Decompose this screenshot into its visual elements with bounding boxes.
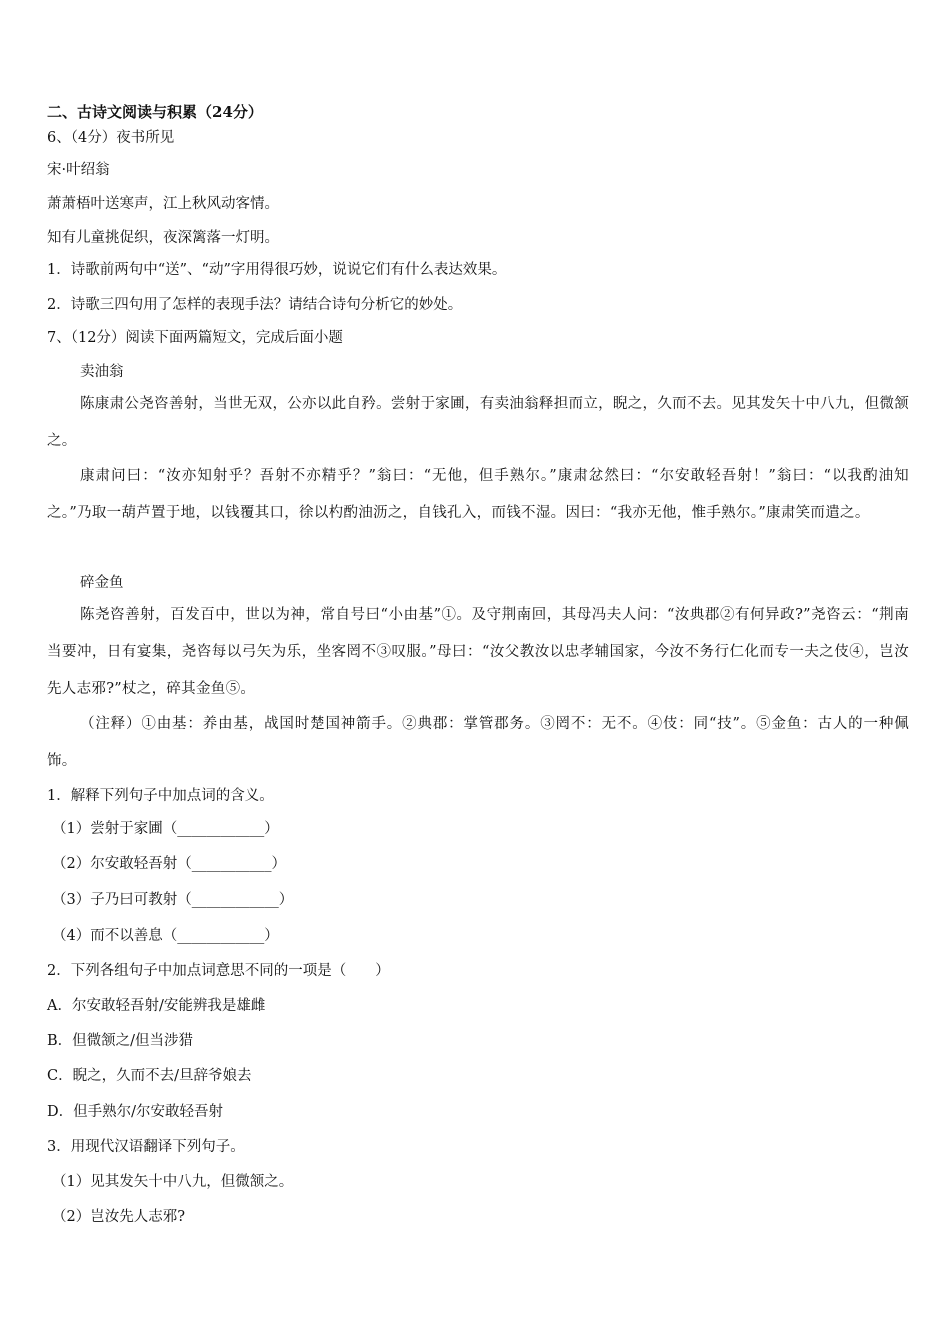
poem-author: 宋·叶绍翁	[47, 162, 110, 178]
question-6-sub-1: 1．诗歌前两句中“送”、“动”字用得很巧妙，说说它们有什么表达效果。	[47, 262, 507, 278]
option-d: D．但手熟尔/尔安敢轻吾射	[47, 1104, 224, 1120]
question-6-sub-2: 2．诗歌三四句用了怎样的表现手法？请结合诗句分析它的妙处。	[47, 297, 463, 313]
section-title: 二、古诗文阅读与积累（24分）	[47, 103, 263, 121]
sub-question-3-item: （1）见其发矢十中八九，但微颔之。	[52, 1174, 294, 1190]
sub-question-3: 3．用现代汉语翻译下列句子。	[47, 1139, 245, 1155]
question-6-header: 6、（4分）夜书所见	[47, 130, 175, 146]
sub-question-1-item: （3）子乃曰可教射（____________）	[52, 892, 294, 908]
passage-1-paragraph-2: 康肃问曰：“汝亦知射乎？吾射不亦精乎？”翁曰：“无他，但手熟尔。”康肃忿然曰：“尔安敢轻吾射！”翁曰：“以我酌油知之。”乃取一葫芦置于地，以钱覆其口，徐以杓酌油沥之，自钱孔入，而钱不湿。因曰：“我亦无他，惟手熟尔。”康肃笑而遣之。	[47, 468, 909, 521]
option-c: C．睨之，久而不去/旦辞爷娘去	[47, 1068, 252, 1084]
annotation-notes: （注释）①由基：养由基，战国时楚国神箭手。②典郡：掌管郡务。③罔不：无不。④伎：同“技”。⑤金鱼：古人的一种佩饰。	[47, 716, 909, 769]
sub-question-2: 2．下列各组句子中加点词意思不同的一项是（ ）	[47, 963, 390, 979]
sub-question-3-item: （2）岂汝先人志邪?	[52, 1209, 185, 1225]
passage-2-paragraph: 陈尧咨善射，百发百中，世以为神，常自号曰“小由基”①。及守荆南回，其母冯夫人问：“汝典郡②有何异政?”尧咨云：“荆南当要冲，日有宴集，尧咨每以弓矢为乐，坐客罔不③叹服。”母曰：“汝父教汝以忠孝辅国家，今汝不务行仁化而专一夫之伎④，岂汝先人志邪?”杖之，碎其金鱼⑤。	[47, 607, 909, 697]
passage-1-paragraph-1: 陈康肃公尧咨善射，当世无双，公亦以此自矜。尝射于家圃，有卖油翁释担而立，睨之，久而不去。见其发矢十中八九，但微颔之。	[47, 396, 909, 449]
option-b: B．但微颔之/但当涉猎	[47, 1033, 194, 1049]
poem-line: 知有儿童挑促织，夜深篱落一灯明。	[47, 230, 279, 246]
sub-question-1-item: （2）尔安敢轻吾射（___________）	[52, 856, 286, 872]
question-7-header: 7、（12分）阅读下面两篇短文，完成后面小题	[47, 330, 343, 346]
sub-question-1-item: （4）而不以善息（____________）	[52, 928, 279, 944]
option-a: A．尔安敢轻吾射/安能辨我是雄雌	[47, 998, 266, 1014]
sub-question-1: 1．解释下列句子中加点词的含义。	[47, 788, 274, 804]
passage-title-2: 碎金鱼	[80, 575, 124, 591]
poem-line: 萧萧梧叶送寒声，江上秋风动客情。	[47, 196, 279, 212]
passage-title-1: 卖油翁	[80, 364, 124, 380]
sub-question-1-item: （1）尝射于家圃（____________）	[52, 821, 279, 837]
